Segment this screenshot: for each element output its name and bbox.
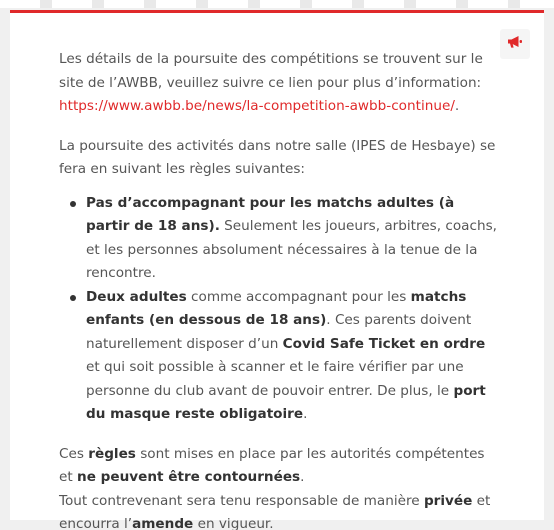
megaphone-icon — [507, 35, 523, 54]
rule-covid-ticket: Covid Safe Ticket en ordre — [282, 335, 486, 352]
list-item — [86, 192, 499, 286]
closing-cannot-bypass: ne peuvent être contournées — [77, 469, 301, 485]
closing-private-word: privée — [423, 492, 473, 509]
rule-children-text-4: . — [303, 406, 308, 422]
activities-paragraph: La poursuite des activités dans notre salle (IPES de Hesbaye) se fera en suivant les règles suivantes: — [59, 137, 496, 177]
announcement-badge — [500, 29, 530, 59]
intro-text: Les détails de la poursuite des compétitions se trouvent sur le site de l’AWBB, veuillez suivre ce lien pour plus d’information: — [59, 51, 483, 91]
list-item — [86, 286, 499, 427]
intro-paragraph — [59, 48, 499, 119]
closing-rules-word: règles — [88, 445, 136, 462]
rule-children-text-1: comme accompagnant pour les — [186, 288, 411, 305]
closing-paragraph — [59, 443, 499, 530]
rule-adults-heading: Pas d’accompagnant pour les matchs adultes (à partir de 18 ans). — [86, 194, 455, 234]
rule-adults-text: Seulement les joueurs, arbitres, coachs, et les personnes absolument nécessaires à la tenue de la rencontre. — [86, 218, 497, 281]
rule-children-matches: matchs enfants (en dessous de 18 ans) — [86, 288, 467, 328]
closing-text-3: . — [300, 469, 305, 485]
closing-text-6: en vigueur. — [193, 516, 274, 530]
rule-mask-mandatory: port du masque reste obligatoire — [86, 382, 486, 422]
announcement-card — [10, 10, 544, 530]
rule-children-adults: Deux adultes — [86, 288, 187, 305]
rules-list — [59, 192, 499, 427]
intro-period: . — [454, 98, 460, 114]
rule-children-text-2: . Ces parents doivent naturellement disposer d’un — [86, 312, 472, 352]
closing-fine-word: amende — [132, 516, 194, 530]
awbb-competition-link[interactable]: https://www.awbb.be/news/la-competition-awbb-continue/ — [59, 98, 455, 114]
rule-children-text-3: et qui soit possible à scanner et le faire vérifier par une personne du club avant de pouvoir entrer. De plus, le — [86, 359, 464, 399]
top-dashed-border — [0, 0, 554, 8]
announcement-content — [59, 48, 499, 530]
closing-text-5: et encourra l’ — [59, 492, 491, 530]
closing-text-1: Ces — [59, 445, 89, 462]
closing-text-4: Tout contrevenant sera tenu responsable de manière — [59, 492, 424, 509]
closing-text-2: sont mises en place par les autorités compétentes et — [59, 445, 485, 485]
